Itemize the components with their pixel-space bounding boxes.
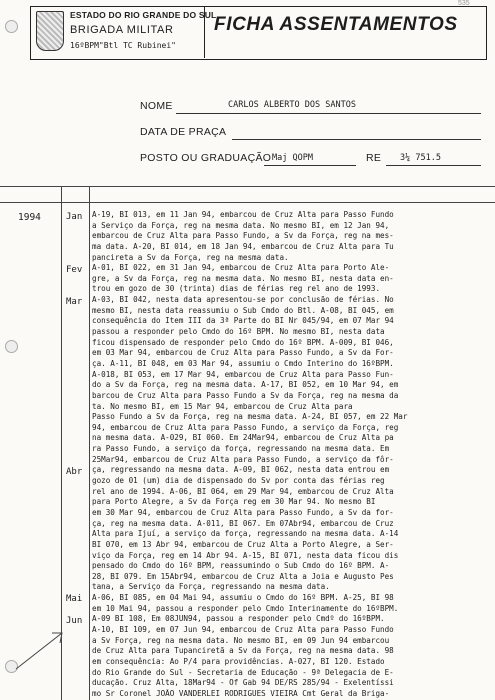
data-praca-underline <box>232 139 481 140</box>
entry-line: A-19, BI 013, em 11 Jan 94, embarcou de Cruz Alta para Passo Fundo <box>92 210 394 219</box>
entry-line: barcou de Cruz Alta para Passo Fundo a Sv da Força, reg na mesma da <box>92 390 399 400</box>
entry-line: ta. No mesmo BI, em 15 Mar 94, embarcou de Cruz Alta para <box>92 401 353 411</box>
punch-hole <box>5 340 18 353</box>
page-stamp: 535 <box>458 0 470 7</box>
nome-label: NOME <box>140 100 173 112</box>
posto-label: POSTO OU GRADUAÇÃO <box>140 152 272 164</box>
posto-underline <box>264 165 356 166</box>
entry-line: viço da Força, reg em 14 Abr 94. A-15, BI 071, nesta data ficou dis <box>92 550 399 560</box>
table-top-rule <box>0 202 495 203</box>
entry-line: trou em gozo de 30 (trinta) dias de férias reg rel ano de 1993. <box>92 284 381 294</box>
handwritten-arrow-icon <box>12 625 72 675</box>
entry-line: tana, a Serviço da Força, regressando na mesma data. <box>92 582 330 592</box>
entry-line: do a Sv da Força, reg na mesma data. A-17, BI 052, em 10 Mar 94, em <box>92 380 399 390</box>
entry-line: em consequência: Ao P/4 para providências. A-027, BI 120. Estado <box>92 656 385 666</box>
entry-line: em 30 Mar 94, embarcou de Cruz Alta para Passo Fundo, a Sv da for- <box>92 507 394 517</box>
entry-line: mo Sr Coronel JOÃO VANDERLEI RODRIGUES VIEIRA Cmt Geral da Briga- <box>92 688 390 698</box>
entry-line: para Porto Alegre, a Sv da Força reg em 30 Mar 94. No mesmo BI <box>92 497 376 507</box>
year-label: 1994 <box>18 212 41 223</box>
entry-line: Passo Fundo a Sv da Força, reg na mesma data. A-24, BI 057, em 22 Mar <box>92 412 408 422</box>
month-label: Jun <box>66 616 83 626</box>
re-underline <box>386 165 481 166</box>
punch-hole <box>5 20 18 33</box>
data-praca-label: DATA DE PRAÇA <box>140 126 227 138</box>
entry-line: pensado do Cmdo do 16º BPM, reassumindo o Sub Cmdo do 16º BPM. A- <box>92 561 390 571</box>
org-battalion: 16ºBPM"Btl TC Rubinei" <box>70 41 176 50</box>
re-label: RE <box>366 152 382 164</box>
org-state: ESTADO DO RIO GRANDE DO SUL <box>70 10 217 20</box>
entry-line: mesmo BI, nesta data reassumiu o Sub Cmdo do Btl. A-08, BI 045, em <box>92 305 394 315</box>
entry-line: embarcou de Cruz Alta para Passo Fundo, a Sv da Força, reg na mes- <box>92 231 394 241</box>
entry-line: do Rio Grande do Sul - Secretaria de Educação - 9ª Delegacia de E- <box>92 667 394 677</box>
entry-line: A-06, BI 085, em 04 Mai 94, assumiu o Cmdo do 16º BPM. A-25, BI 98 <box>92 593 394 603</box>
entry-line: pancireta a Sv da Força, reg na mesma data. <box>92 252 289 262</box>
entry-line: ducação. Cruz Alta, 18Mar94 - Of Gab 94 DE/RS 285/94 - Exelentíssi <box>92 678 394 688</box>
entry-line: em 10 Mai 94, passou a responder pelo Cmdo Interinamente do 16ºBPM. <box>92 603 399 613</box>
entry-line: gozo de 01 (um) dia de dispensado do Sv por conta das férias reg <box>92 476 385 486</box>
record-entries <box>92 210 492 699</box>
entry-line: ma data. A-20, BI 014, em 18 Jan 94, embarcou de Cruz Alta para Tu <box>92 241 394 251</box>
nome-underline <box>176 113 481 114</box>
entry-line: rel ano de 1994. A-06, BI 064, em 29 Mar 94, embarcou de Cruz Alta <box>92 486 394 496</box>
entry-line: a Sv Força, reg na mesma data. No mesmo BI, em 09 Jun 94 embarcou <box>92 635 390 645</box>
month-label: Mar <box>66 297 83 307</box>
entry-line: A-10, BI 109, em 07 Jun 94, embarcou de Cruz Alta para Passo Fundo <box>92 624 394 634</box>
entry-line: A-03, BI 042, nesta data apresentou-se por conclusão de férias. No <box>92 295 394 305</box>
month-label: Mai <box>66 594 83 604</box>
entry-line: 28, BI 079. Em 15Abr94, embarcou de Cruz Alta a Joia e Augusto Pes <box>92 571 394 581</box>
entry-line: em 03 Mar 94, embarcou de Cruz Alta para Passo Fundo, a Sv da For- <box>92 348 394 358</box>
entry-line: A-01, BI 022, em 31 Jan 94, embarcou de Cruz Alta para Porto Ale- <box>92 263 390 273</box>
entry-line: A-09 BI 108, Em 08JUN94, passou a responder pelo Cmdº do 16ºBPM. <box>92 614 385 624</box>
table-header-rule <box>0 186 495 187</box>
entry-line: ça. A-11, BI 048, em 03 Mar 94, assumiu o Cmdo Interino do 16ºBPM. <box>92 358 394 368</box>
entry-line: 94, embarcou de Cruz Alta para Passo Fundo, a serviço da Força, reg <box>92 422 399 432</box>
nome-value: CARLOS ALBERTO DOS SANTOS <box>228 100 356 110</box>
month-label: Fev <box>66 265 83 275</box>
re-value: 3¼ 751.5 <box>400 153 441 163</box>
posto-value: Maj QOPM <box>272 153 313 163</box>
entry-line: na mesma data. A-029, BI 060. Em 24Mar94, embarcou de Cruz Alta pa <box>92 433 394 443</box>
entry-line: A-018, BI 053, em 17 Mar 94, embarcou de Cruz Alta para Passo Fun- <box>92 369 394 379</box>
month-label: Abr <box>66 467 83 477</box>
month-column-divider <box>89 186 90 700</box>
org-brigade: BRIGADA MILITAR <box>70 24 174 36</box>
entry-line: Alta para Ijuí, a serviço da força, regressando na mesma data. A-14 <box>92 529 399 539</box>
state-crest-icon <box>36 11 64 51</box>
entry-line: passou a responder pelo Cmdo do 16º BPM. No mesmo BI, nesta data <box>92 327 385 337</box>
entry-line: consequência do Item III da 3ª Parte do BI Nr 045/94, em 07 Mar 94 <box>92 316 394 326</box>
entry-line: ficou dispensado de responder pelo Cmdo do 16º BPM. A-009, BI 046, <box>92 337 394 347</box>
month-label: Jan <box>66 212 83 222</box>
year-column-divider <box>61 186 62 700</box>
entry-line: BI 070, em 13 Abr 94, embarcou de Cruz Alta a Porto Alegre, a Ser- <box>92 539 394 549</box>
entry-line: ça, reg na mesma data. A-011, BI 067. Em 07Abr94, embarcou de Cruz <box>92 518 394 528</box>
form-title: FICHA ASSENTAMENTOS <box>214 14 458 35</box>
entry-line: ça, regressando na mesma data. A-09, BI 062, nesta data entrou em <box>92 465 390 475</box>
entry-line: ra Passo Fundo, a serviço da força, regressando na mesma data. Em <box>92 444 390 454</box>
entry-line: 25Mar94, embarcou de Cruz Alta para Passo Fundo, a serviço da fôr- <box>92 454 394 464</box>
entry-line: gre, a Sv da Força, reg na mesma data. No mesmo BI, nesta data en- <box>92 273 394 283</box>
entry-line: de Cruz Alta para Tupanciretã a Sv da Força, reg na mesma data. 98 <box>92 646 394 656</box>
entry-line: a Serviço da Força, reg na mesma data. No mesmo BI, em 12 Jan 94, <box>92 220 390 230</box>
